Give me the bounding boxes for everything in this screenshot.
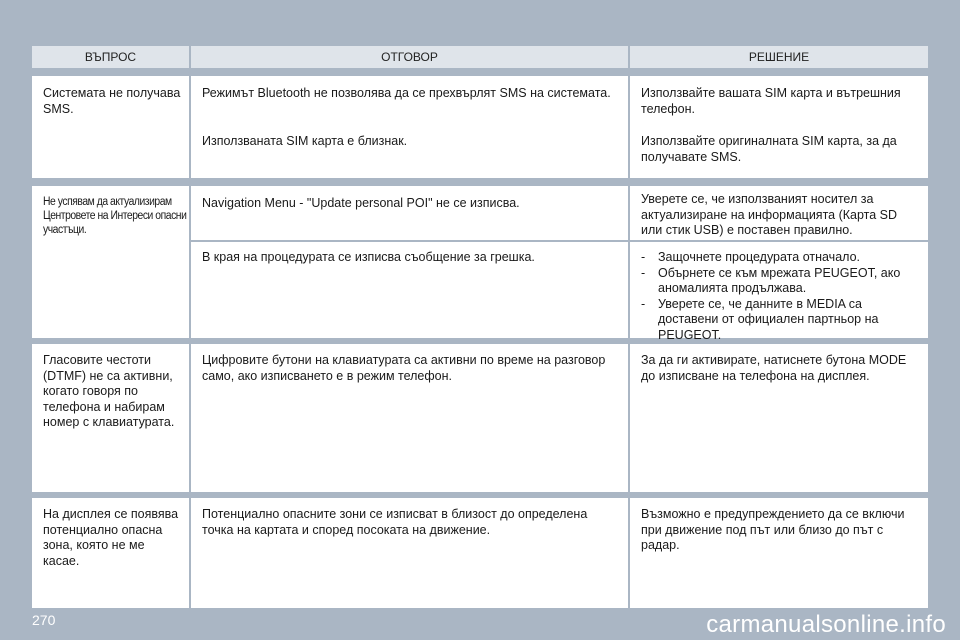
header-solution: РЕШЕНИЕ [630, 46, 928, 68]
row1-solution-cell [630, 76, 928, 178]
row2-solution1-cell [630, 186, 928, 240]
row1-answer1: Режимът Bluetooth не позволява да се прехвърлят SMS на системата. [202, 86, 611, 100]
row2-solution2-list [641, 250, 920, 343]
row3-answer-cell [191, 344, 628, 492]
row2-question: Не успявам да актуализирам Центровете на Интереси опасни участъци. [43, 196, 187, 236]
row2-question-cell [32, 186, 189, 338]
row4-answer-cell [191, 498, 628, 608]
row2-answer1: Navigation Menu - "Update personal POI" не се изписва. [202, 196, 520, 210]
row1-solution2: Използвайте оригиналната SIM карта, за да получавате SMS. [641, 134, 897, 164]
row1-answer-cell [191, 76, 628, 178]
list-item: - Обърнете се към мрежата PEUGEOT, ако аномалията продължава. [641, 266, 920, 297]
row2-answer2: В края на процедурата се изписва съобщение за грешка. [202, 250, 535, 264]
watermark: carmanualsonline.info [706, 611, 946, 638]
row1-question-cell [32, 76, 189, 178]
row4-answer: Потенциално опасните зони се изписват в близост до определена точка на картата и според посоката на движение. [202, 507, 588, 537]
header-question: ВЪПРОС [32, 46, 189, 68]
row2-solution1: Уверете се, че използваният носител за актуализиране на информацията (Карта SD или стик USB) е поставен правилно. [641, 192, 898, 237]
row2-answer2-cell [191, 242, 628, 338]
list-item: - Уверете се, че данните в MEDIA са доставени от официален партньор на PEUGEOT. [641, 297, 920, 344]
row3-answer: Цифровите бутони на клавиатурата са активни по време на разговор само, ако изписването е в режим телефон. [202, 353, 606, 383]
row4-question-cell [32, 498, 189, 608]
row2-solution2-cell [630, 242, 928, 342]
row3-question: Гласовите честоти (DTMF) не са активни, когато говоря по телефона и набирам номер с клавиатурата. [43, 353, 175, 429]
row1-solution1: Използвайте вашата SIM карта и вътрешния телефон. [641, 86, 901, 116]
list-item: - Защочнете процедурата отначало. [641, 250, 920, 266]
row3-question-cell [32, 344, 189, 492]
row1-question: Системата не получава SMS. [43, 86, 181, 116]
row3-solution: За да ги активирате, натиснете бутона MODE до изписване на телефона на дисплея. [641, 353, 907, 383]
row1-answer2: Използваната SIM карта е близнак. [202, 134, 408, 148]
row4-question: На дисплея се появява потенциално опасна зона, която не ме касае. [43, 507, 179, 568]
row3-solution-cell [630, 344, 928, 492]
header-answer: ОТГОВОР [191, 46, 628, 68]
page-number: 270 [32, 612, 56, 628]
row4-solution-cell [630, 498, 928, 608]
row2-answer1-cell [191, 186, 628, 240]
row4-solution: Възможно е предупреждението да се включи при движение под път или близо до път с радар. [641, 507, 905, 552]
